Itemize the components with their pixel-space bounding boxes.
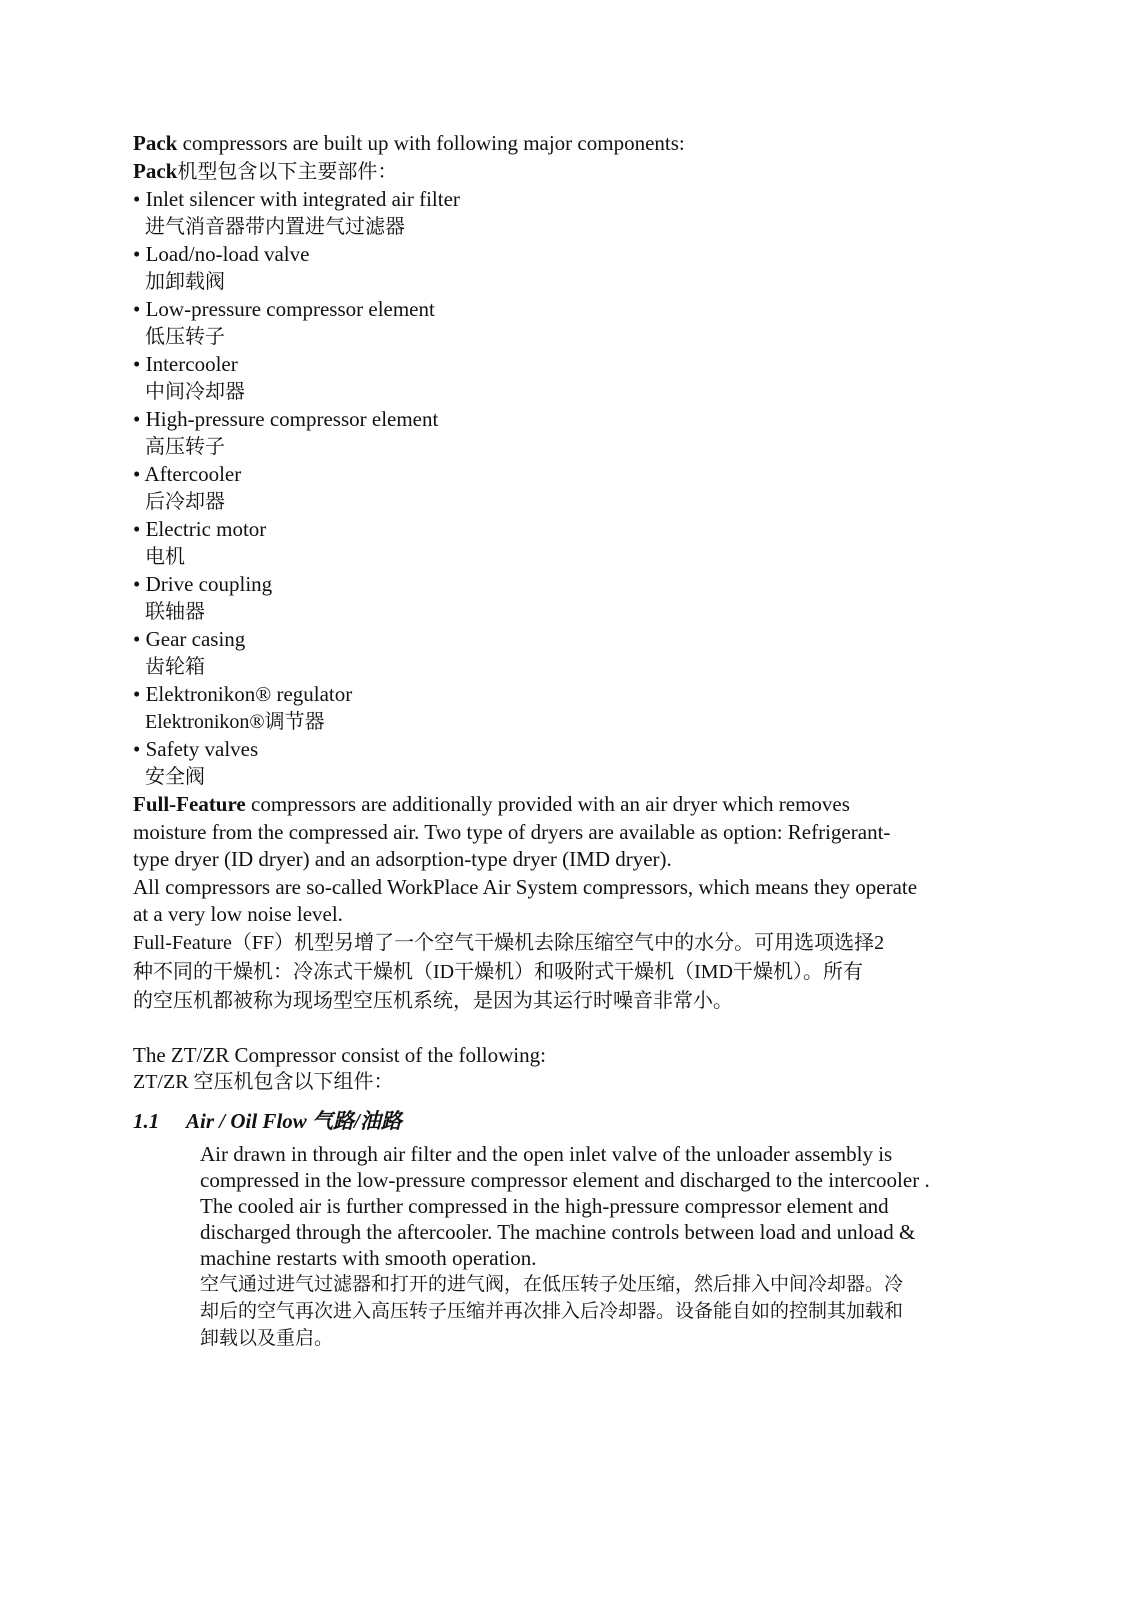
component-en: • Inlet silencer with integrated air filter — [133, 187, 460, 211]
list-item — [133, 736, 993, 791]
component-zh: 安全阀 — [145, 765, 205, 788]
list-item — [133, 571, 993, 626]
component-en: • Aftercooler — [133, 462, 242, 486]
component-zh: 齿轮箱 — [145, 655, 205, 678]
component-zh: 电机 — [145, 545, 185, 568]
list-item — [133, 241, 993, 296]
component-en: • High-pressure compressor element — [133, 407, 439, 431]
intro-en-text: compressors are built up with following major components: — [177, 131, 685, 155]
main-content — [133, 130, 993, 1097]
full-feature-text: compressors are additionally provided with an air dryer which removes — [245, 792, 850, 816]
list-item — [133, 186, 993, 241]
section-body — [200, 1141, 990, 1352]
intro-zh-text: 机型包含以下主要部件： — [177, 160, 398, 183]
component-en: • Elektronikon® regulator — [133, 682, 353, 706]
component-en: • Intercooler — [133, 352, 238, 376]
section-en-line-2: compressed in the low-pressure compressor element and discharged to the intercooler . — [200, 1168, 930, 1192]
component-zh: Elektronikon®调节器 — [145, 710, 325, 733]
section-en-line-4: discharged through the aftercooler. The machine controls between load and unload & — [200, 1220, 916, 1244]
list-item — [133, 296, 993, 351]
list-item — [133, 681, 993, 736]
full-feature-line-3: type dryer (ID dryer) and an adsorption-type dryer (IMD dryer). — [133, 847, 672, 871]
component-zh: 低压转子 — [145, 325, 225, 348]
component-zh: 高压转子 — [145, 435, 225, 458]
list-item — [133, 406, 993, 461]
component-en: • Load/no-load valve — [133, 242, 310, 266]
section-zh-block — [200, 1271, 990, 1352]
pack-bold: Pack — [133, 131, 178, 155]
ztzr-line-en: The ZT/ZR Compressor consist of the following: — [133, 1042, 546, 1067]
ztzr-line-zh: ZT/ZR 空压机包含以下组件： — [133, 1071, 394, 1093]
full-feature-line-1 — [133, 791, 993, 819]
component-zh: 加卸载阀 — [145, 270, 225, 293]
list-item — [133, 516, 993, 571]
intro-line-en — [133, 130, 993, 158]
component-zh: 后冷却器 — [145, 490, 225, 513]
section-en-line-5: machine restarts with smooth operation. — [200, 1246, 537, 1270]
section-zh-line-3: 卸载以及重启。 — [200, 1328, 334, 1349]
component-en: • Safety valves — [133, 737, 259, 761]
full-feature-bold: Full-Feature — [133, 792, 246, 816]
list-item — [133, 351, 993, 406]
full-feature-line-5: at a very low noise level. — [133, 902, 343, 926]
component-en: • Low-pressure compressor element — [133, 297, 435, 321]
component-zh: 中间冷却器 — [145, 380, 245, 403]
section-title: Air / Oil Flow 气路/油路 — [186, 1109, 402, 1133]
component-en: • Electric motor — [133, 517, 267, 541]
list-item — [133, 461, 993, 516]
component-en: • Gear casing — [133, 627, 246, 651]
section-zh-line-2: 却后的空气再次进入高压转子压缩并再次排入后冷却器。设备能自如的控制其加载和 — [200, 1301, 904, 1322]
section-number: 1.1 — [133, 1109, 160, 1133]
full-feature-line-2: moisture from the compressed air. Two type of dryers are available as option: Refrigerant- — [133, 819, 891, 844]
intro-line-zh — [133, 158, 993, 187]
component-list — [133, 186, 993, 791]
component-en: • Drive coupling — [133, 572, 273, 596]
section-heading — [133, 1105, 402, 1135]
list-item — [133, 626, 993, 681]
component-zh: 联轴器 — [145, 600, 205, 623]
section-zh-line-1: 空气通过进气过滤器和打开的进气阀，在低压转子处压缩，然后排入中间冷却器。冷 — [200, 1274, 904, 1295]
pack-bold-zh: Pack — [133, 158, 178, 183]
full-feature-zh-2: 种不同的干燥机：冷冻式干燥机（ID干燥机）和吸附式干燥机（IMD干燥机）。所有 — [133, 960, 863, 983]
full-feature-line-4: All compressors are so-called WorkPlace Air System compressors, which means they operate — [133, 874, 918, 899]
spacer — [133, 1016, 993, 1042]
component-zh: 进气消音器带内置进气过滤器 — [145, 215, 405, 238]
full-feature-zh-3: 的空压机都被称为现场型空压机系统，是因为其运行时噪音非常小。 — [133, 989, 733, 1012]
section-en-line-1: Air drawn in through air filter and the open inlet valve of the unloader assembly is — [200, 1142, 893, 1166]
full-feature-zh-1: Full-Feature（FF）机型另增了一个空气干燥机去除压缩空气中的水分。可用选项选择2 — [133, 931, 885, 954]
section-en-line-3: The cooled air is further compressed in the high-pressure compressor element and — [200, 1194, 889, 1218]
